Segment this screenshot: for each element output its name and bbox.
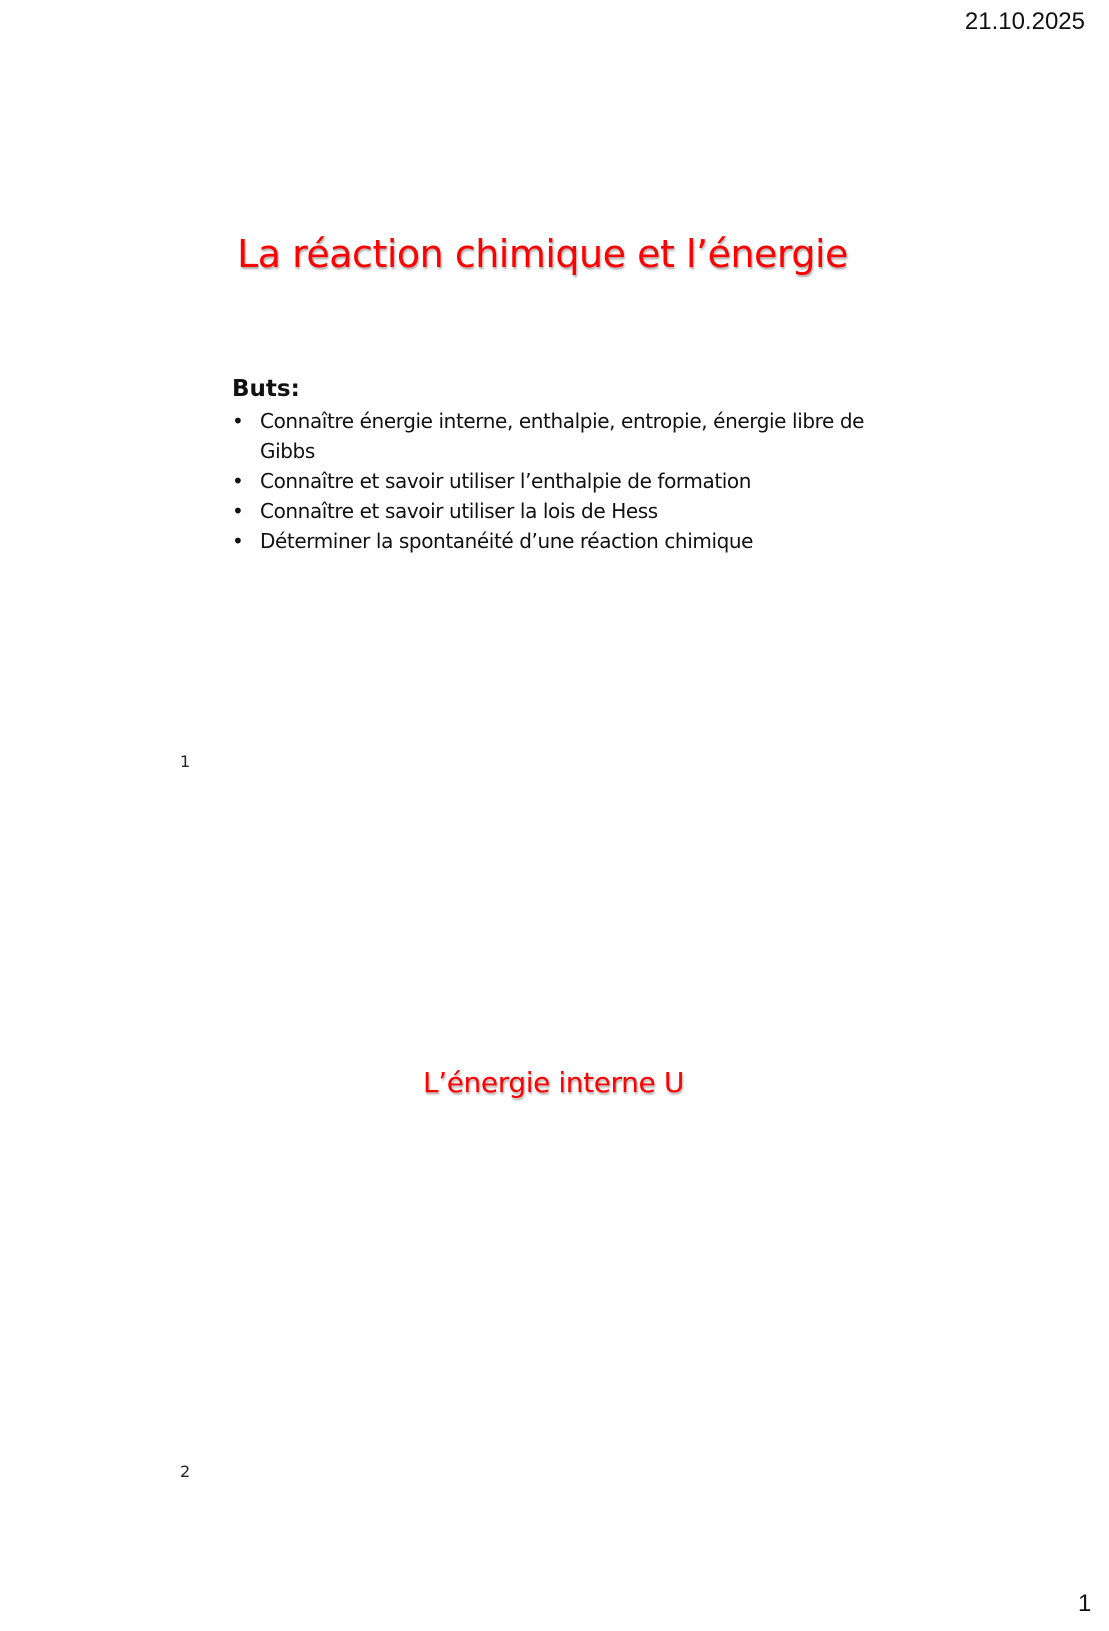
goals-section xyxy=(232,376,920,556)
page-number: 1 xyxy=(1078,1590,1092,1617)
goal-text: Déterminer la spontanéité d’une réaction chimique xyxy=(260,529,754,553)
goals-heading: Buts: xyxy=(232,376,300,402)
bullet-icon: • xyxy=(232,469,244,493)
slide-1-title: La réaction chimique et l’énergie xyxy=(237,232,848,276)
goal-item xyxy=(232,466,920,496)
goal-item xyxy=(232,526,920,556)
bullet-icon: • xyxy=(232,529,244,553)
slide-2-number: 2 xyxy=(180,1462,191,1481)
slide-2-title: L’énergie interne U xyxy=(423,1066,684,1099)
bullet-icon: • xyxy=(232,409,244,433)
handout-date: 21.10.2025 xyxy=(964,8,1085,35)
goal-text: Connaître et savoir utiliser l’enthalpie de formation xyxy=(260,469,752,493)
goal-text: Connaître et savoir utiliser la lois de Hess xyxy=(260,499,658,523)
goal-item xyxy=(232,406,920,466)
goals-list xyxy=(232,406,920,556)
slide-1-number: 1 xyxy=(180,752,191,771)
goal-item xyxy=(232,496,920,526)
bullet-icon: • xyxy=(232,499,244,523)
goal-text: Connaître énergie interne, enthalpie, entropie, énergie libre de Gibbs xyxy=(260,409,865,463)
